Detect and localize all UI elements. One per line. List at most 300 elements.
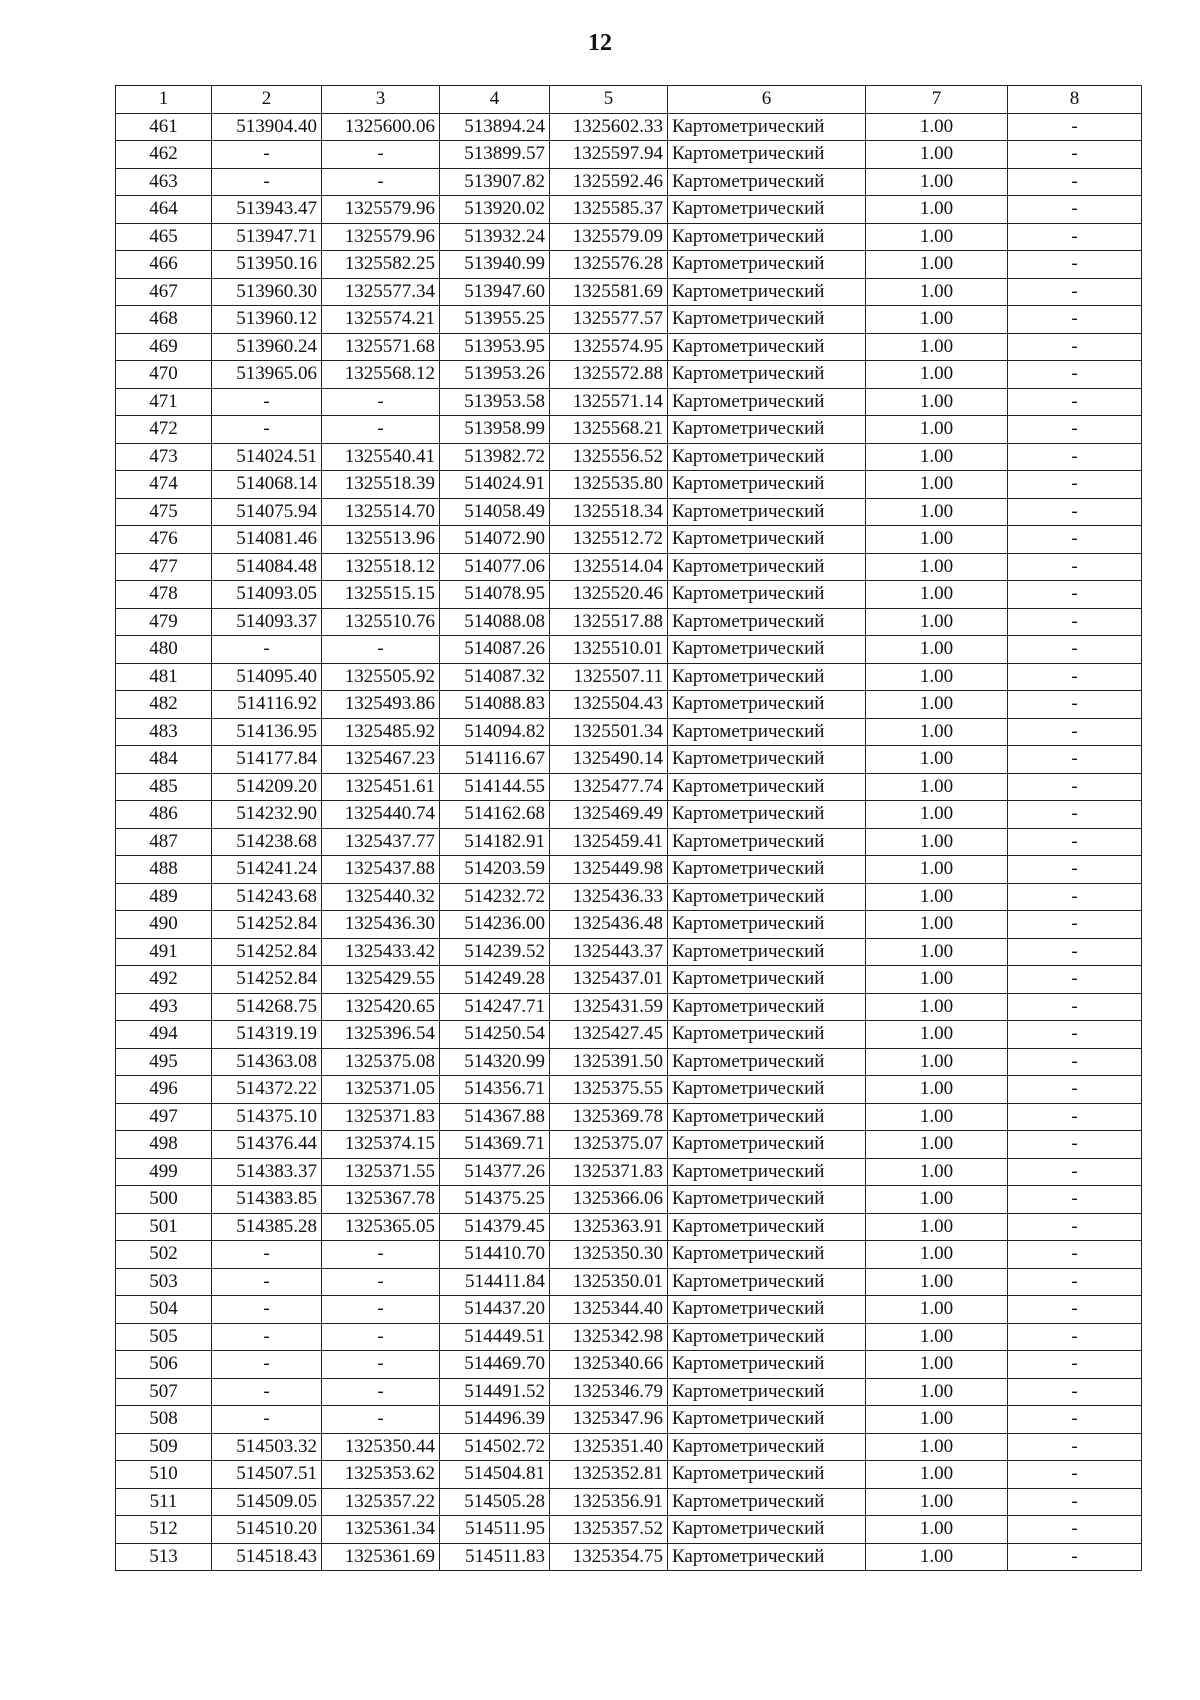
table-cell: - [1008,746,1142,774]
table-cell: 1.00 [866,1268,1008,1296]
table-cell: 1325375.55 [550,1076,668,1104]
table-cell: 1325513.96 [322,526,440,554]
table-cell: 503 [116,1268,212,1296]
table-row [116,553,1142,581]
table-row [116,443,1142,471]
table-cell: 514369.71 [440,1131,550,1159]
table-cell: 1.00 [866,1406,1008,1434]
table-row [116,938,1142,966]
table-cell: 511 [116,1488,212,1516]
table-cell: 490 [116,911,212,939]
table-cell: 1325579.96 [322,223,440,251]
column-header: 5 [550,86,668,114]
table-cell: Картометрический [668,773,866,801]
table-cell: 472 [116,416,212,444]
table-row [116,1241,1142,1269]
table-cell: 1325352.81 [550,1461,668,1489]
table-cell: 1325365.05 [322,1213,440,1241]
table-cell: 1.00 [866,416,1008,444]
table-cell: 513920.02 [440,196,550,224]
table-cell: Картометрический [668,1131,866,1159]
table-cell: 1.00 [866,1103,1008,1131]
table-cell: 1325353.62 [322,1461,440,1489]
table-cell: 1.00 [866,636,1008,664]
table-cell: Картометрический [668,883,866,911]
table-cell: 1325501.34 [550,718,668,746]
table-cell: 1.00 [866,773,1008,801]
table-cell: 493 [116,993,212,1021]
table-cell: - [1008,828,1142,856]
table-cell: - [1008,278,1142,306]
table-row [116,1323,1142,1351]
table-cell: - [1008,966,1142,994]
table-cell: Картометрический [668,251,866,279]
table-cell: 1325351.40 [550,1433,668,1461]
table-cell: 497 [116,1103,212,1131]
table-cell: 514411.84 [440,1268,550,1296]
table-cell: 1325344.40 [550,1296,668,1324]
table-cell: - [212,1378,322,1406]
table-cell: 1325515.15 [322,581,440,609]
table-cell: - [212,1241,322,1269]
table-cell: 475 [116,498,212,526]
table-cell: 514437.20 [440,1296,550,1324]
table-cell: 496 [116,1076,212,1104]
table-cell: 1325357.52 [550,1516,668,1544]
table-cell: 514024.51 [212,443,322,471]
table-cell: 1325467.23 [322,746,440,774]
table-cell: Картометрический [668,581,866,609]
table-cell: 505 [116,1323,212,1351]
table-cell: Картометрический [668,1021,866,1049]
table-cell: 510 [116,1461,212,1489]
table-cell: 513947.71 [212,223,322,251]
table-row [116,801,1142,829]
table-cell: - [1008,1268,1142,1296]
table-row [116,608,1142,636]
table-cell: 1325429.55 [322,966,440,994]
table-cell: 1325568.12 [322,361,440,389]
table-cell: Картометрический [668,196,866,224]
table-cell: - [322,1296,440,1324]
table-cell: 513953.58 [440,388,550,416]
table-cell: 513965.06 [212,361,322,389]
table-cell: 514084.48 [212,553,322,581]
table-row [116,1158,1142,1186]
table-cell: 514383.37 [212,1158,322,1186]
table-cell: - [1008,1158,1142,1186]
table-cell: 1325571.68 [322,333,440,361]
table-cell: 1325346.79 [550,1378,668,1406]
table-cell: 501 [116,1213,212,1241]
table-cell: 1325375.07 [550,1131,668,1159]
table-cell: 1.00 [866,1488,1008,1516]
table-cell: 1325347.96 [550,1406,668,1434]
table-cell: Картометрический [668,663,866,691]
table-cell: 1.00 [866,1213,1008,1241]
table-cell: 514094.82 [440,718,550,746]
table-cell: 1.00 [866,1076,1008,1104]
table-cell: 1325440.74 [322,801,440,829]
table-cell: 1325431.59 [550,993,668,1021]
table-cell: 514116.92 [212,691,322,719]
table-cell: 514375.25 [440,1186,550,1214]
table-cell: 1325371.83 [550,1158,668,1186]
table-cell: 1325585.37 [550,196,668,224]
table-cell: - [1008,663,1142,691]
table-cell: 514252.84 [212,966,322,994]
table-cell: - [1008,608,1142,636]
table-row [116,113,1142,141]
table-cell: 514136.95 [212,718,322,746]
table-row [116,168,1142,196]
table-cell: 1325361.69 [322,1543,440,1571]
table-cell: Картометрический [668,1378,866,1406]
table-cell: Картометрический [668,278,866,306]
table-cell: - [1008,443,1142,471]
table-cell: - [212,416,322,444]
table-cell: 514507.51 [212,1461,322,1489]
table-cell: 1325505.92 [322,663,440,691]
table-cell: 491 [116,938,212,966]
table-cell: - [322,1268,440,1296]
table-cell: 514518.43 [212,1543,322,1571]
table-cell: - [1008,1433,1142,1461]
table-row [116,746,1142,774]
table-cell: 470 [116,361,212,389]
table-cell: 514095.40 [212,663,322,691]
table-row [116,1433,1142,1461]
table-cell: - [1008,306,1142,334]
table-cell: 513958.99 [440,416,550,444]
table-cell: Картометрический [668,306,866,334]
table-row [116,1103,1142,1131]
table-cell: 1325477.74 [550,773,668,801]
table-row [116,1021,1142,1049]
table-cell: 514072.90 [440,526,550,554]
table-cell: 514088.08 [440,608,550,636]
table-cell: 481 [116,663,212,691]
table-cell: - [1008,1131,1142,1159]
table-row [116,416,1142,444]
table-cell: 1.00 [866,1241,1008,1269]
table-cell: Картометрический [668,553,866,581]
table-cell: Картометрический [668,966,866,994]
table-cell: 514491.52 [440,1378,550,1406]
table-cell: 1325443.37 [550,938,668,966]
table-cell: 466 [116,251,212,279]
table-cell: 1.00 [866,911,1008,939]
table-cell: - [212,1351,322,1379]
table-cell: 487 [116,828,212,856]
table-cell: 514081.46 [212,526,322,554]
table-cell: 494 [116,1021,212,1049]
table-cell: 1.00 [866,718,1008,746]
table-cell: Картометрический [668,416,866,444]
table-cell: 502 [116,1241,212,1269]
table-cell: Картометрический [668,856,866,884]
table-cell: 461 [116,113,212,141]
table-cell: 513894.24 [440,113,550,141]
table-cell: 1325490.14 [550,746,668,774]
table-cell: 1325367.78 [322,1186,440,1214]
table-cell: 1.00 [866,196,1008,224]
table-cell: - [1008,1488,1142,1516]
table-cell: 513982.72 [440,443,550,471]
table-cell: 1.00 [866,223,1008,251]
table-cell: 1325485.92 [322,718,440,746]
table-row [116,1048,1142,1076]
column-header: 4 [440,86,550,114]
table-cell: 1325572.88 [550,361,668,389]
table-cell: 1.00 [866,388,1008,416]
table-cell: Картометрический [668,746,866,774]
table-cell: 1.00 [866,498,1008,526]
coordinates-table [115,85,1142,1571]
table-row [116,1351,1142,1379]
table-cell: 1325602.33 [550,113,668,141]
table-cell: - [1008,911,1142,939]
table-cell: 483 [116,718,212,746]
table-cell: 514367.88 [440,1103,550,1131]
table-cell: 513960.24 [212,333,322,361]
table-cell: 1.00 [866,691,1008,719]
table-row [116,691,1142,719]
table-row [116,1406,1142,1434]
table-row [116,196,1142,224]
table-cell: 1.00 [866,1516,1008,1544]
table-cell: 513955.25 [440,306,550,334]
table-cell: 514116.67 [440,746,550,774]
table-cell: 513953.95 [440,333,550,361]
table-cell: 467 [116,278,212,306]
table-cell: 514505.28 [440,1488,550,1516]
table-cell: - [1008,1461,1142,1489]
table-cell: Картометрический [668,1488,866,1516]
table-cell: 1325577.57 [550,306,668,334]
table-cell: 514239.52 [440,938,550,966]
table-cell: 1325518.39 [322,471,440,499]
table-cell: - [1008,251,1142,279]
table-cell: 1325436.48 [550,911,668,939]
table-cell: Картометрический [668,1406,866,1434]
table-cell: 468 [116,306,212,334]
table-cell: 514375.10 [212,1103,322,1131]
table-cell: 1325592.46 [550,168,668,196]
table-cell: 514232.72 [440,883,550,911]
table-cell: - [1008,1323,1142,1351]
table-cell: - [1008,856,1142,884]
table-cell: - [1008,553,1142,581]
table-cell: 1325577.34 [322,278,440,306]
table-cell: 1.00 [866,993,1008,1021]
table-cell: 485 [116,773,212,801]
table-cell: 1325493.86 [322,691,440,719]
table-cell: - [212,141,322,169]
table-cell: 1325579.96 [322,196,440,224]
table-cell: - [1008,1296,1142,1324]
table-cell: - [1008,691,1142,719]
table-cell: 513960.12 [212,306,322,334]
table-cell: 514372.22 [212,1076,322,1104]
table-cell: 513 [116,1543,212,1571]
table-cell: 514247.71 [440,993,550,1021]
table-cell: 1325437.77 [322,828,440,856]
table-cell: 1325371.05 [322,1076,440,1104]
table-cell: 514250.54 [440,1021,550,1049]
table-row [116,333,1142,361]
table-cell: 1325350.01 [550,1268,668,1296]
table-cell: 514075.94 [212,498,322,526]
table-cell: 492 [116,966,212,994]
table-cell: 514238.68 [212,828,322,856]
table-body [116,113,1142,1571]
table-cell: - [1008,471,1142,499]
table-cell: 484 [116,746,212,774]
table-cell: 1.00 [866,828,1008,856]
table-row [116,1076,1142,1104]
table-cell: 478 [116,581,212,609]
table-cell: Картометрический [668,223,866,251]
table-cell: 477 [116,553,212,581]
table-cell: 514511.83 [440,1543,550,1571]
column-header: 7 [866,86,1008,114]
table-cell: - [1008,1076,1142,1104]
table-row [116,141,1142,169]
table-cell: - [1008,718,1142,746]
table-cell: 1325449.98 [550,856,668,884]
table-cell: 514356.71 [440,1076,550,1104]
table-cell: Картометрический [668,1543,866,1571]
table-cell: 1325350.44 [322,1433,440,1461]
table-cell: 1.00 [866,113,1008,141]
table-cell: - [212,1406,322,1434]
table-cell: 1.00 [866,966,1008,994]
table-cell: 514503.32 [212,1433,322,1461]
table-cell: 465 [116,223,212,251]
table-cell: 507 [116,1378,212,1406]
table-cell: 1.00 [866,938,1008,966]
table-cell: - [322,1241,440,1269]
table-cell: - [1008,526,1142,554]
table-cell: 514469.70 [440,1351,550,1379]
table-cell: 476 [116,526,212,554]
table-cell: Картометрический [668,113,866,141]
table-cell: - [1008,636,1142,664]
table-cell: 1.00 [866,801,1008,829]
table-cell: 471 [116,388,212,416]
table-row [116,828,1142,856]
table-cell: 1.00 [866,1433,1008,1461]
table-cell: - [1008,498,1142,526]
table-cell: 514376.44 [212,1131,322,1159]
table-cell: 1.00 [866,1131,1008,1159]
table-cell: - [1008,581,1142,609]
table-cell: 1325437.01 [550,966,668,994]
table-cell: 1.00 [866,883,1008,911]
table-row [116,911,1142,939]
table-cell: 1.00 [866,1543,1008,1571]
table-row [116,1461,1142,1489]
table-cell: - [1008,1378,1142,1406]
table-cell: - [322,1323,440,1351]
table-cell: 514319.19 [212,1021,322,1049]
table-cell: 514363.08 [212,1048,322,1076]
table-cell: - [1008,1021,1142,1049]
column-header: 2 [212,86,322,114]
table-cell: 514087.26 [440,636,550,664]
table-cell: 514510.20 [212,1516,322,1544]
table-cell: 1.00 [866,663,1008,691]
table-cell: 1325582.25 [322,251,440,279]
table-cell: 514252.84 [212,911,322,939]
table-cell: - [1008,168,1142,196]
table-cell: - [212,1268,322,1296]
table-row [116,223,1142,251]
table-cell: 1325366.06 [550,1186,668,1214]
table-cell: - [1008,883,1142,911]
table-cell: 1325579.09 [550,223,668,251]
table-cell: Картометрический [668,636,866,664]
table-cell: 514379.45 [440,1213,550,1241]
table-cell: 1325576.28 [550,251,668,279]
table-cell: 1325350.30 [550,1241,668,1269]
table-cell: 1.00 [866,1021,1008,1049]
table-cell: - [1008,113,1142,141]
table-cell: 1325374.15 [322,1131,440,1159]
table-cell: Картометрический [668,443,866,471]
table-cell: - [1008,196,1142,224]
table-cell: 514249.28 [440,966,550,994]
table-cell: 514209.20 [212,773,322,801]
table-cell: Картометрический [668,1323,866,1351]
table-cell: 514182.91 [440,828,550,856]
table-cell: 482 [116,691,212,719]
table-cell: 1.00 [866,581,1008,609]
table-cell: Картометрический [668,993,866,1021]
header-row [116,86,1142,114]
table-row [116,993,1142,1021]
table-cell: 1325517.88 [550,608,668,636]
table-cell: 489 [116,883,212,911]
table-cell: Картометрический [668,1213,866,1241]
table-cell: Картометрический [668,911,866,939]
table-cell: - [322,1406,440,1434]
table-cell: 1325574.21 [322,306,440,334]
table-cell: 1325512.72 [550,526,668,554]
table-cell: 513932.24 [440,223,550,251]
table-cell: 513953.26 [440,361,550,389]
table-cell: 1.00 [866,141,1008,169]
table-cell: Картометрический [668,1516,866,1544]
page-number: 12 [588,30,612,56]
table-cell: - [1008,801,1142,829]
table-cell: 1.00 [866,306,1008,334]
column-header: 3 [322,86,440,114]
table-cell: - [212,388,322,416]
table-cell: Картометрический [668,828,866,856]
table-cell: 1325514.04 [550,553,668,581]
table-cell: 1325574.95 [550,333,668,361]
table-cell: 1325361.34 [322,1516,440,1544]
table-row [116,1488,1142,1516]
table-cell: - [212,1323,322,1351]
table-cell: - [1008,333,1142,361]
table-cell: 1325459.41 [550,828,668,856]
table-cell: 463 [116,168,212,196]
table-cell: 1325371.83 [322,1103,440,1131]
table-row [116,856,1142,884]
